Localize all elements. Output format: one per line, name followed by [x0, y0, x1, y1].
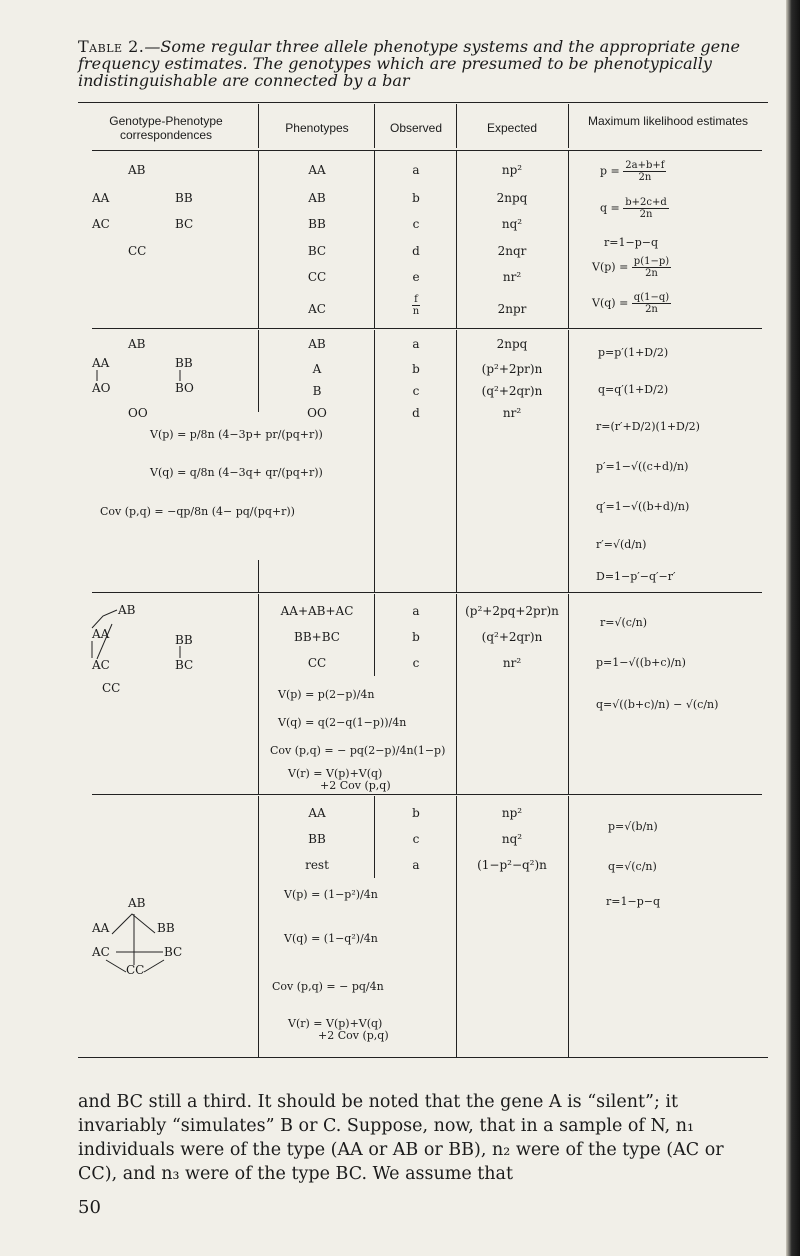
observed: a [412, 858, 420, 872]
genotype: AA [92, 356, 110, 370]
genotype: AB [128, 337, 146, 351]
divider [568, 594, 569, 794]
mle-q-den: 2n [639, 209, 653, 220]
variance-vp: V(p) = p(2−p)/4n [278, 688, 375, 701]
divider [374, 330, 375, 592]
mle-vp [592, 256, 671, 279]
mle-q: q=q′(1+D/2) [598, 383, 669, 396]
observed: b [412, 630, 420, 644]
divider [568, 150, 569, 328]
phenotype: CC [307, 656, 327, 670]
divider [258, 104, 259, 148]
mle-q [600, 197, 669, 220]
genotype: BC [175, 217, 194, 231]
phenotype: CC [307, 270, 327, 284]
phenotype: rest [305, 858, 329, 872]
divider [374, 594, 375, 676]
expected: np² [501, 806, 523, 820]
header-observed: Observed [389, 121, 443, 135]
expected: nq² [501, 832, 523, 846]
phenotype: OO [307, 406, 327, 420]
header-genotype: Genotype-Phenotype correspondences [109, 114, 223, 142]
variance-vq: V(q) = q(2−q(1−p))/4n [278, 716, 407, 729]
phenotype: AB [308, 191, 326, 205]
divider [568, 330, 569, 592]
genotype: AB [128, 896, 146, 910]
expected: nr² [502, 270, 522, 284]
mle-p-num: 2a+b+f [625, 160, 665, 171]
expected: (q²+2qr)n [481, 630, 543, 644]
expected: nr² [502, 406, 522, 420]
mle-q-num: b+2c+d [625, 197, 667, 208]
mle-r: r=√(c/n) [600, 616, 648, 629]
mle-p: p=p′(1+D/2) [598, 346, 669, 359]
divider [258, 150, 259, 328]
header-rule [92, 150, 762, 151]
genotype: AA [92, 627, 110, 641]
phenotype: B [312, 384, 322, 398]
observed: c [412, 832, 420, 846]
divider [456, 594, 457, 794]
mle-D: D=1−p′−q′−r′ [596, 570, 676, 583]
table-caption [78, 38, 758, 89]
observed: e [412, 270, 420, 284]
mle-vq [592, 292, 671, 315]
divider [374, 150, 375, 328]
variance-vr-cont: +2 Cov (p,q) [320, 779, 391, 792]
mle-p-prime: p′=1−√((c+d)/n) [596, 460, 689, 473]
caption-text: —Some regular three allele phenotype systems and the appropriate gene frequency estimates. The genotypes which are presumed to be phenotypically indistinguishable are connected by a bar [78, 37, 740, 90]
divider [456, 330, 457, 592]
genotype: AA [92, 921, 110, 935]
divider [374, 104, 375, 148]
table-top-rule [78, 102, 768, 103]
variance-cov: Cov (p,q) = −qp/8n (4− pq/(pq+r)) [100, 505, 295, 518]
divider [568, 104, 569, 148]
mle-vq-lhs: V(q) = [592, 296, 629, 310]
header-mle: Maximum likelihood estimates [587, 114, 749, 128]
mle-q-lhs: q = [600, 201, 620, 215]
divider [456, 104, 457, 148]
header-expected: Expected [486, 121, 538, 135]
genotype: CC [102, 681, 121, 695]
section-rule [92, 794, 762, 795]
observed-frac-num: f [414, 294, 418, 305]
expected: 2npr [497, 302, 527, 316]
phenotype: BB [308, 832, 326, 846]
genotype: BB [175, 191, 193, 205]
expected: 2nqr [497, 244, 527, 258]
expected: (1−p²−q²)n [477, 858, 547, 872]
divider [568, 796, 569, 1058]
mle-vq-den: 2n [645, 304, 658, 315]
observed: d [412, 406, 420, 420]
genotype-connector-bars [0, 0, 10, 10]
phenotype: AA+AB+AC [280, 604, 354, 618]
body-paragraph: and BC still a third. It should be noted that the gene A is “silent”; it invariably “simulates” B or C. Suppose, now, that in a sample of N, n₁ individuals were of the type (AA or AB or BB), n₂ were of the type (AC or CC), and n₃ were of the type BC. We assume that [78, 1092, 724, 1184]
caption-label: Table 2. [78, 37, 145, 56]
mle-p [600, 160, 666, 183]
mle-vp-lhs: V(p) = [592, 260, 629, 274]
mle-q: q=√(c/n) [608, 860, 657, 873]
divider [258, 330, 259, 412]
page-edge-shadow [786, 0, 800, 1256]
genotype: OO [128, 406, 148, 420]
genotype: AC [92, 945, 110, 959]
genotype: BO [175, 381, 194, 395]
observed: d [412, 244, 420, 258]
genotype: BC [175, 658, 194, 672]
genotype: AA [92, 191, 110, 205]
variance-cov: Cov (p,q) = − pq(2−p)/4n(1−p) [270, 744, 446, 757]
expected: (p²+2pq+2pr)n [465, 604, 559, 618]
genotype: AB [128, 163, 146, 177]
variance-vp: V(p) = (1−p²)/4n [284, 888, 378, 901]
genotype: AC [92, 217, 110, 231]
phenotype: A [312, 362, 322, 376]
expected: np² [501, 163, 523, 177]
expected: nr² [502, 656, 522, 670]
mle-p: p=√(b/n) [608, 820, 658, 833]
variance-vr: V(r) = V(p)+V(q) [288, 1017, 383, 1030]
mle-vp-num: p(1−p) [633, 256, 670, 267]
observed: b [412, 191, 420, 205]
divider [258, 560, 259, 592]
mle-vp-den: 2n [645, 268, 658, 279]
mle-r-prime: r′=√(d/n) [596, 538, 647, 551]
mle-q-prime: q′=1−√((b+d)/n) [596, 500, 690, 513]
mle-p-den: 2n [638, 172, 652, 183]
mle-vq-num: q(1−q) [633, 292, 670, 303]
observed: a [412, 604, 420, 618]
phenotype: BC [307, 244, 327, 258]
header-phenotypes: Phenotypes [285, 121, 349, 135]
expected: 2npq [496, 191, 528, 205]
phenotype: AC [308, 302, 326, 316]
section-rule [92, 328, 762, 329]
expected: 2npq [496, 337, 528, 351]
genotype: BB [157, 921, 175, 935]
observed: c [412, 656, 420, 670]
genotype: BB [175, 633, 193, 647]
observed: c [412, 217, 420, 231]
genotype: AO [92, 381, 111, 395]
observed: c [412, 384, 420, 398]
genotype: AB [118, 603, 136, 617]
divider [456, 796, 457, 1058]
expected: nq² [501, 217, 523, 231]
genotype: AC [92, 658, 110, 672]
expected: (p²+2pr)n [481, 362, 543, 376]
observed: a [412, 163, 420, 177]
mle-q: q=√((b+c)/n) − √(c/n) [596, 698, 719, 711]
observed-frac-den: n [412, 306, 420, 317]
variance-vp: V(p) = p/8n (4−3p+ pr/(pq+r)) [150, 428, 323, 441]
mle-p-lhs: p = [600, 164, 620, 178]
divider [258, 796, 259, 1058]
mle-r: r=1−p−q [604, 236, 658, 249]
variance-vq: V(q) = q/8n (4−3q+ qr/(pq+r)) [150, 466, 323, 479]
genotype: BB [175, 356, 193, 370]
mle-r: r=(r′+D/2)(1+D/2) [596, 420, 700, 433]
variance-vr-cont: +2 Cov (p,q) [318, 1029, 389, 1042]
phenotype: AA [308, 806, 326, 820]
phenotype: BB+BC [294, 630, 340, 644]
phenotype: AA [308, 163, 326, 177]
divider [374, 796, 375, 878]
divider [456, 150, 457, 328]
observed: b [412, 806, 420, 820]
genotype: CC [128, 244, 147, 258]
phenotype: BB [308, 217, 326, 231]
divider [258, 594, 259, 794]
table-bottom-rule [78, 1057, 768, 1058]
variance-cov: Cov (p,q) = − pq/4n [272, 980, 384, 993]
observed-fraction [376, 294, 456, 317]
section-rule [92, 592, 762, 593]
mle-p: p=1−√((b+c)/n) [596, 656, 686, 669]
genotype: BC [164, 945, 183, 959]
mle-r: r=1−p−q [606, 895, 660, 908]
variance-vq: V(q) = (1−q²)/4n [284, 932, 378, 945]
genotype: CC [126, 963, 145, 977]
observed: a [412, 337, 420, 351]
phenotype: AB [308, 337, 326, 351]
variance-vr: V(r) = V(p)+V(q) [288, 767, 383, 780]
page-number: 50 [78, 1197, 101, 1218]
expected: (q²+2qr)n [481, 384, 543, 398]
observed: b [412, 362, 420, 376]
